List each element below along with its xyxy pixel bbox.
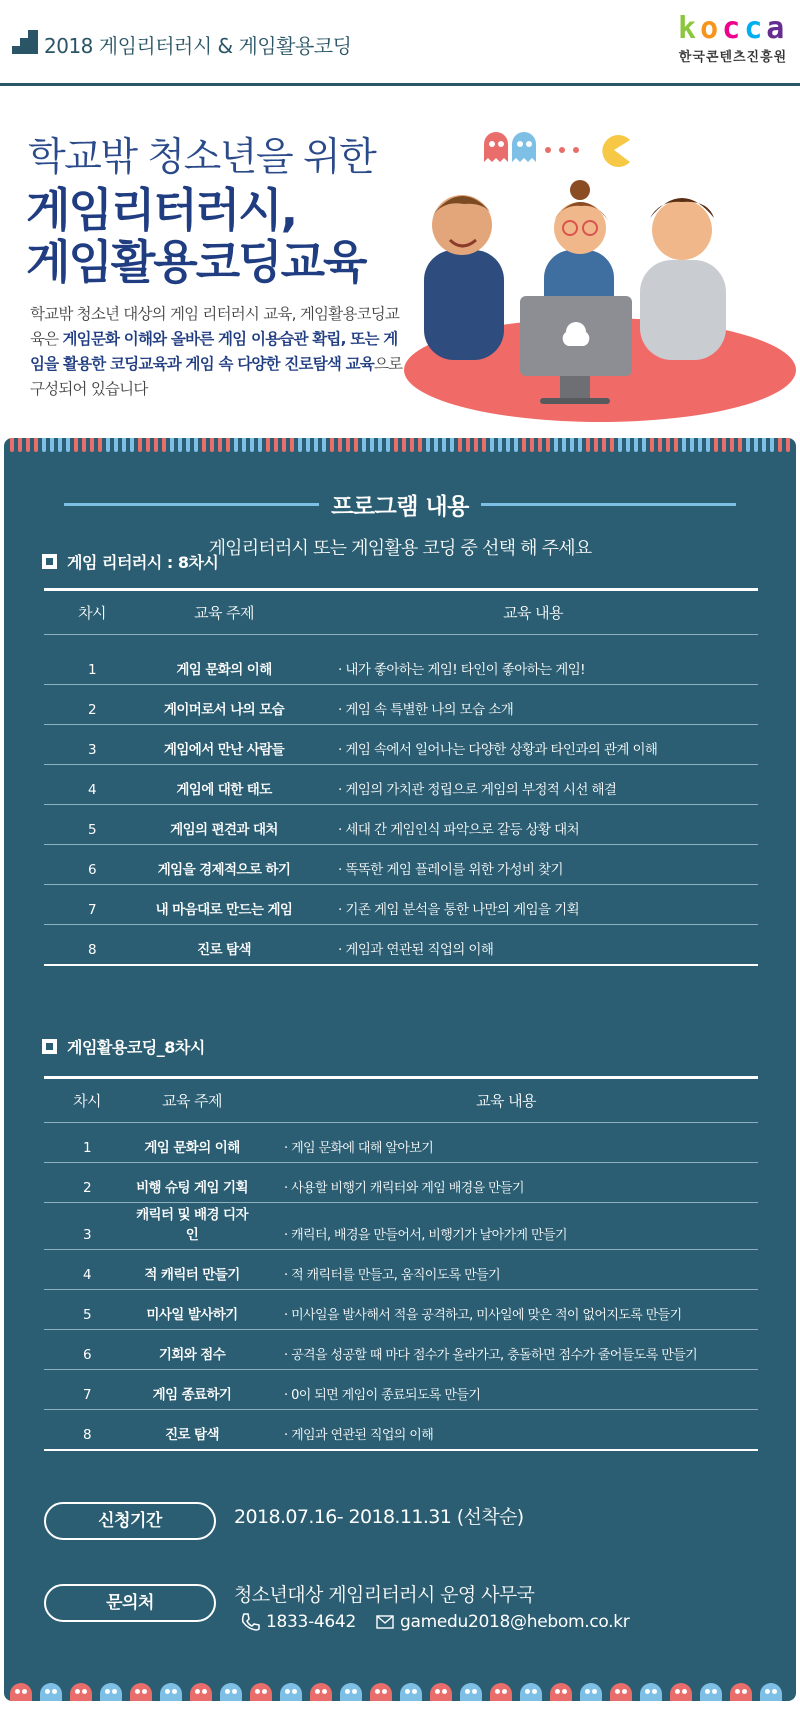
- ghost-icon: [190, 1683, 212, 1701]
- kocca-logo[interactable]: [678, 12, 788, 70]
- students-illustration: [400, 100, 796, 430]
- table-row: [44, 1370, 758, 1410]
- square-bullet-icon: [42, 1039, 57, 1054]
- ghost-icon: [100, 1683, 122, 1701]
- table-row: [44, 1123, 758, 1163]
- ghost-icon: [460, 1683, 482, 1701]
- session-content: · 게임과 연관된 직업의 이해: [284, 1427, 434, 1443]
- session-topic: 게이머로서 나의 모습: [163, 702, 285, 718]
- ghost-icon: [400, 1683, 422, 1701]
- table-row: [44, 885, 758, 925]
- session-content: · 미사일을 발사해서 적을 공격하고, 미사일에 맞은 적이 없어지도록 만들기: [284, 1308, 682, 1323]
- program-panel: [4, 438, 796, 1701]
- table-row: [44, 725, 758, 765]
- session-content: · 게임 속 특별한 나의 모습 소개: [338, 702, 514, 718]
- phone-icon: [240, 1612, 260, 1632]
- ghost-icon: [484, 132, 508, 162]
- session-content: · 적 캐릭터를 만들고, 움직이도록 만들기: [284, 1268, 501, 1283]
- ghost-icon: [512, 132, 536, 162]
- coding-table: [44, 1076, 758, 1451]
- ghost-icon: [430, 1683, 452, 1701]
- column-header-content: 교육 내용: [476, 1092, 536, 1110]
- ghost-icon: [10, 1683, 32, 1701]
- table-row: [44, 635, 758, 685]
- session-content: · 세대 간 게임인식 파악으로 갈등 상황 대처: [338, 822, 580, 838]
- header-title: 2018 게임리터러시 & 게임활용코딩: [44, 34, 352, 58]
- session-content: · 게임의 가치관 정립으로 게임의 부정적 시선 해결: [338, 782, 617, 798]
- coding-heading: 게임활용코딩_8차시: [42, 1035, 205, 1058]
- period-label-badge: 신청기간: [44, 1502, 216, 1540]
- column-header-content: 교육 내용: [503, 604, 563, 622]
- session-number: 8: [88, 941, 96, 958]
- contact-details: [240, 1612, 630, 1632]
- program-subtitle: 게임리터러시 또는 게임활용 코딩 중 선택 해 주세요: [208, 538, 592, 559]
- table-row: [44, 1163, 758, 1203]
- title-divider-right: [481, 503, 736, 506]
- mail-icon: [376, 1615, 394, 1629]
- column-header-session: 차시: [78, 604, 106, 622]
- program-title-row: [64, 488, 736, 518]
- ghost-icon: [280, 1683, 302, 1701]
- column-header-topic: 교육 주제: [194, 604, 254, 622]
- session-number: 4: [88, 782, 96, 798]
- session-topic: 적 캐릭터 만들기: [144, 1267, 240, 1283]
- ghost-icon: [760, 1683, 782, 1701]
- session-number: 6: [88, 862, 96, 878]
- ghost-icon: [70, 1683, 92, 1701]
- ghost-icon: [370, 1683, 392, 1701]
- session-content: · 캐릭터, 배경을 만들어서, 비행기가 날아가게 만들기: [284, 1228, 567, 1243]
- contact-organization: 청소년대상 게임리터러시 운영 사무국: [234, 1584, 535, 1606]
- session-topic: 게임에서 만난 사람들: [163, 742, 285, 758]
- session-number: 2: [83, 1180, 91, 1196]
- stairs-icon: [12, 30, 38, 54]
- literacy-table: [44, 588, 758, 966]
- session-topic: 캐릭터 및 배경 디자인: [136, 1207, 248, 1243]
- session-topic: 비행 슈팅 게임 기획: [136, 1180, 248, 1196]
- session-number: 7: [83, 1387, 91, 1403]
- table-row: [44, 1290, 758, 1330]
- period-value: 2018.07.16- 2018.11.31 (선착순): [234, 1506, 524, 1528]
- ghost-icon: [40, 1683, 62, 1701]
- ghost-icon: [580, 1683, 602, 1701]
- session-topic: 미사일 발사하기: [146, 1307, 238, 1323]
- hero-heading-line3: 게임활용코딩교육: [26, 235, 366, 289]
- ghost-icon: [640, 1683, 662, 1701]
- ghost-icon: [250, 1683, 272, 1701]
- square-bullet-icon: [42, 554, 57, 569]
- ghost-icon: [730, 1683, 752, 1701]
- table-row: [44, 1203, 758, 1250]
- table-header-row: [44, 590, 758, 635]
- table-row: [44, 805, 758, 845]
- session-number: 5: [83, 1307, 91, 1323]
- ghost-icon: [550, 1683, 572, 1701]
- session-number: 7: [88, 902, 96, 918]
- table-header-row: [44, 1078, 758, 1123]
- ghost-icon: [130, 1683, 152, 1701]
- ghost-icon: [220, 1683, 242, 1701]
- session-content: · 공격을 성공할 때 마다 점수가 올라가고, 충돌하면 점수가 줄어들도록 만들기: [284, 1348, 698, 1363]
- session-content: · 게임 속에서 일어나는 다양한 상황과 타인과의 관계 이해: [338, 742, 658, 758]
- session-content: · 게임 문화에 대해 알아보기: [284, 1141, 434, 1156]
- session-number: 3: [83, 1227, 91, 1243]
- session-number: 3: [88, 742, 96, 758]
- session-topic: 기회와 점수: [158, 1347, 226, 1363]
- session-content: · 사용할 비행기 캐릭터와 게임 배경을 만들기: [284, 1181, 524, 1196]
- literacy-heading: 게임 리터러시 : 8차시: [42, 550, 218, 573]
- phone-number[interactable]: 1833-4642: [266, 1612, 356, 1632]
- session-content: · 게임과 연관된 직업의 이해: [338, 941, 494, 958]
- ghost-icon: [160, 1683, 182, 1701]
- session-topic: 내 마음대로 만드는 게임: [155, 902, 293, 918]
- hero-section: [0, 86, 800, 438]
- table-row: [44, 1250, 758, 1290]
- table-row: [44, 1330, 758, 1370]
- session-content: · 0이 되면 게임이 종료되도록 만들기: [284, 1388, 481, 1403]
- session-topic: 진로 탐색: [165, 1426, 219, 1443]
- email-address[interactable]: gamedu2018@hebom.co.kr: [399, 1612, 630, 1632]
- ghost-icon: [340, 1683, 362, 1701]
- top-header: [0, 0, 800, 86]
- session-number: 8: [83, 1426, 91, 1443]
- logo-wordmark: kocca: [678, 11, 789, 46]
- hero-description: 학교밖 청소년 대상의 게임 리터러시 교육, 게임활용코딩교육은 게임문화 이해와 올바른 게임 이용습관 확립, 또는 게임을 활용한 코딩교육과 게임 속 다양한 진로탐색 교육으로 구성되어 있습니다: [30, 305, 403, 398]
- session-topic: 게임을 경제적으로 하기: [157, 862, 291, 878]
- session-number: 1: [88, 662, 96, 678]
- ghost-icon: [610, 1683, 632, 1701]
- ghost-icon: [670, 1683, 692, 1701]
- hero-heading-line2: 게임리터러시,: [26, 183, 297, 237]
- program-title: 프로그램 내용: [331, 494, 469, 520]
- session-number: 4: [83, 1267, 91, 1283]
- session-number: 6: [83, 1347, 91, 1363]
- session-topic: 게임 문화의 이해: [144, 1140, 240, 1156]
- ghost-icon: [490, 1683, 512, 1701]
- column-header-topic: 교육 주제: [162, 1092, 222, 1110]
- hero-heading-line1: 학교밖 청소년을 위한: [28, 135, 376, 180]
- logo-subtitle: 한국콘텐츠진흥원: [678, 50, 788, 65]
- session-topic: 게임 종료하기: [152, 1387, 232, 1403]
- session-content: · 내가 좋아하는 게임! 타인이 좋아하는 게임!: [338, 662, 585, 678]
- session-content: · 기존 게임 분석을 통한 나만의 게임을 기획: [338, 902, 580, 918]
- session-topic: 게임의 편견과 대처: [170, 822, 278, 838]
- session-content: · 똑똑한 게임 플레이를 위한 가성비 찾기: [338, 862, 563, 878]
- table-row: [44, 685, 758, 725]
- table-row: [44, 845, 758, 885]
- ghost-icon: [520, 1683, 542, 1701]
- ghost-icon: [310, 1683, 332, 1701]
- table-row: [44, 765, 758, 805]
- column-header-session: 차시: [73, 1092, 101, 1110]
- session-number: 5: [88, 822, 96, 838]
- session-topic: 게임 문화의 이해: [176, 662, 272, 678]
- session-number: 1: [83, 1140, 91, 1156]
- ghost-icon: [700, 1683, 722, 1701]
- session-topic: 진로 탐색: [197, 941, 251, 958]
- fringe-decoration: [10, 438, 790, 452]
- contact-label-badge: 문의처: [44, 1584, 216, 1622]
- table-row: [44, 925, 758, 965]
- ghost-row-decoration: [10, 1683, 790, 1701]
- session-topic: 게임에 대한 태도: [176, 782, 272, 798]
- table-row: [44, 1410, 758, 1450]
- session-number: 2: [88, 702, 96, 718]
- pacman-icon: [602, 135, 630, 167]
